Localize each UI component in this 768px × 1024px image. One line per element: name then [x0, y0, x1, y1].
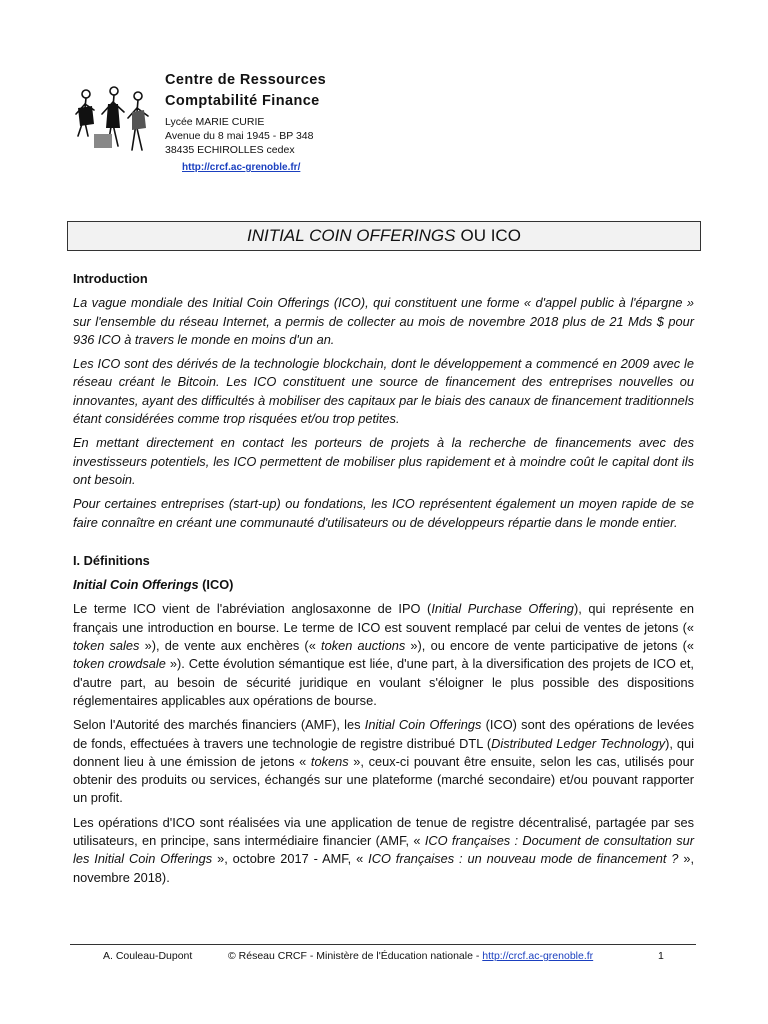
subheading-rest: (ICO) — [202, 577, 234, 593]
document-body — [73, 270, 694, 887]
footer-copyright: © Réseau CRCF - Ministère de l'Éducation nationale - http://crcf.ac-grenoble.fr — [228, 950, 594, 962]
intro-paragraph-2: Les ICO sont des dérivés de la technologie blockchain, dont le développement a commencé en 2009 avec le réseau créant le Bitcoin. Les ICO constituent une source de financement des entreprises nouvelles ou innovantes, ayant des difficultés à mobiliser des capitaux par le biais des canaux de financement traditionnels étant considérées comme trop risquées et/ou trop petites. — [73, 356, 694, 427]
section-1-subheading — [73, 576, 694, 594]
footer-divider — [70, 944, 696, 945]
header-block — [165, 70, 465, 175]
document-title-box — [67, 221, 701, 251]
intro-paragraph-4: Pour certaines entreprises (start-up) ou fondations, les ICO représentent également un moyen rapide de se faire connaître en créant une communauté d'utilisateurs ou de développeurs répartie dans le monde entier. — [73, 496, 694, 530]
org-line-2: Comptabilité Finance — [165, 93, 320, 109]
definition-paragraph-3: Les opérations d'ICO sont réalisées via une application de tenue de registre décentralisé, partagée par ses utilisateurs, en principe, sans intermédiaire financier (AMF, « ICO françaises : Document de consultation sur les Initial Coin Offerings », octobre 2017 - AMF, « ICO françaises : un nouveau mode de financement ? », novembre 2018). — [73, 814, 695, 885]
intro-paragraph-3: En mettant directement en contact les porteurs de projets à la recherche de financements avec des investisseurs potentiels, les ICO permettent de mobiliser plus rapidement et à moindre coût le capital dont ils ont besoin. — [73, 435, 694, 487]
intro-heading: Introduction — [73, 271, 148, 286]
school-name: Lycée MARIE CURIE — [165, 116, 265, 128]
header-website-link[interactable]: http://crcf.ac-grenoble.fr/ — [182, 162, 301, 173]
title-italic: INITIAL COIN OFFERINGS — [247, 226, 456, 245]
title-rest: OU ICO — [460, 226, 521, 245]
subheading-italic: Initial Coin Offerings — [73, 577, 199, 593]
people-logo-icon — [72, 84, 158, 158]
intro-paragraph-1: La vague mondiale des Initial Coin Offerings (ICO), qui constituent une forme « d'appel public à l'épargne » sur l'ensemble du réseau Internet, a permis de collecter au mois de novembre 2018 plus de 21 Mds $ pour 936 ICO à travers le monde en moins d'un an. — [73, 295, 694, 347]
org-line-1: Centre de Ressources — [165, 72, 327, 88]
page-footer — [70, 950, 696, 966]
footer-author: A. Couleau-Dupont — [103, 950, 193, 962]
address-line: Avenue du 8 mai 1945 - BP 348 — [165, 130, 314, 142]
page-number: 1 — [658, 950, 664, 962]
section-1-heading: I. Définitions — [73, 552, 150, 568]
city-line: 38435 ECHIROLLES cedex — [165, 144, 295, 156]
definition-paragraph-2: Selon l'Autorité des marchés financiers (AMF), les Initial Coin Offerings (ICO) sont des opérations de levées de fonds, effectuées à travers une technologie de registre distribué DTL (Distributed Ledger Technology), qui donnent lieu à une émission de jetons « tokens », ceux-ci pouvant être ensuite, selon les cas, utilisés pour obtenir des produits ou services, échangés sur une plateforme (marché secondaire) et/ou pouvant rapporter un profit. — [73, 717, 695, 806]
definition-paragraph-1: Le terme ICO vient de l'abréviation anglosaxonne de IPO (Initial Purchase Offering), qui représente en français une introduction en bourse. Le terme de ICO est souvent remplacé par celui de ventes de jetons (« token sales »), de vente aux enchères (« token auctions »), ou encore de vente participative de jetons (« token crowdsale »). Cette évolution sémantique est liée, d'une part, à la diversification des projets de ICO et, d'autre part, au besoin de sécurité juridique en voulant s'éloigner le plus possible des dispositions réglementaires applicables aux opérations de bourse. — [73, 601, 695, 708]
footer-website-link[interactable]: http://crcf.ac-grenoble.fr — [482, 950, 594, 962]
